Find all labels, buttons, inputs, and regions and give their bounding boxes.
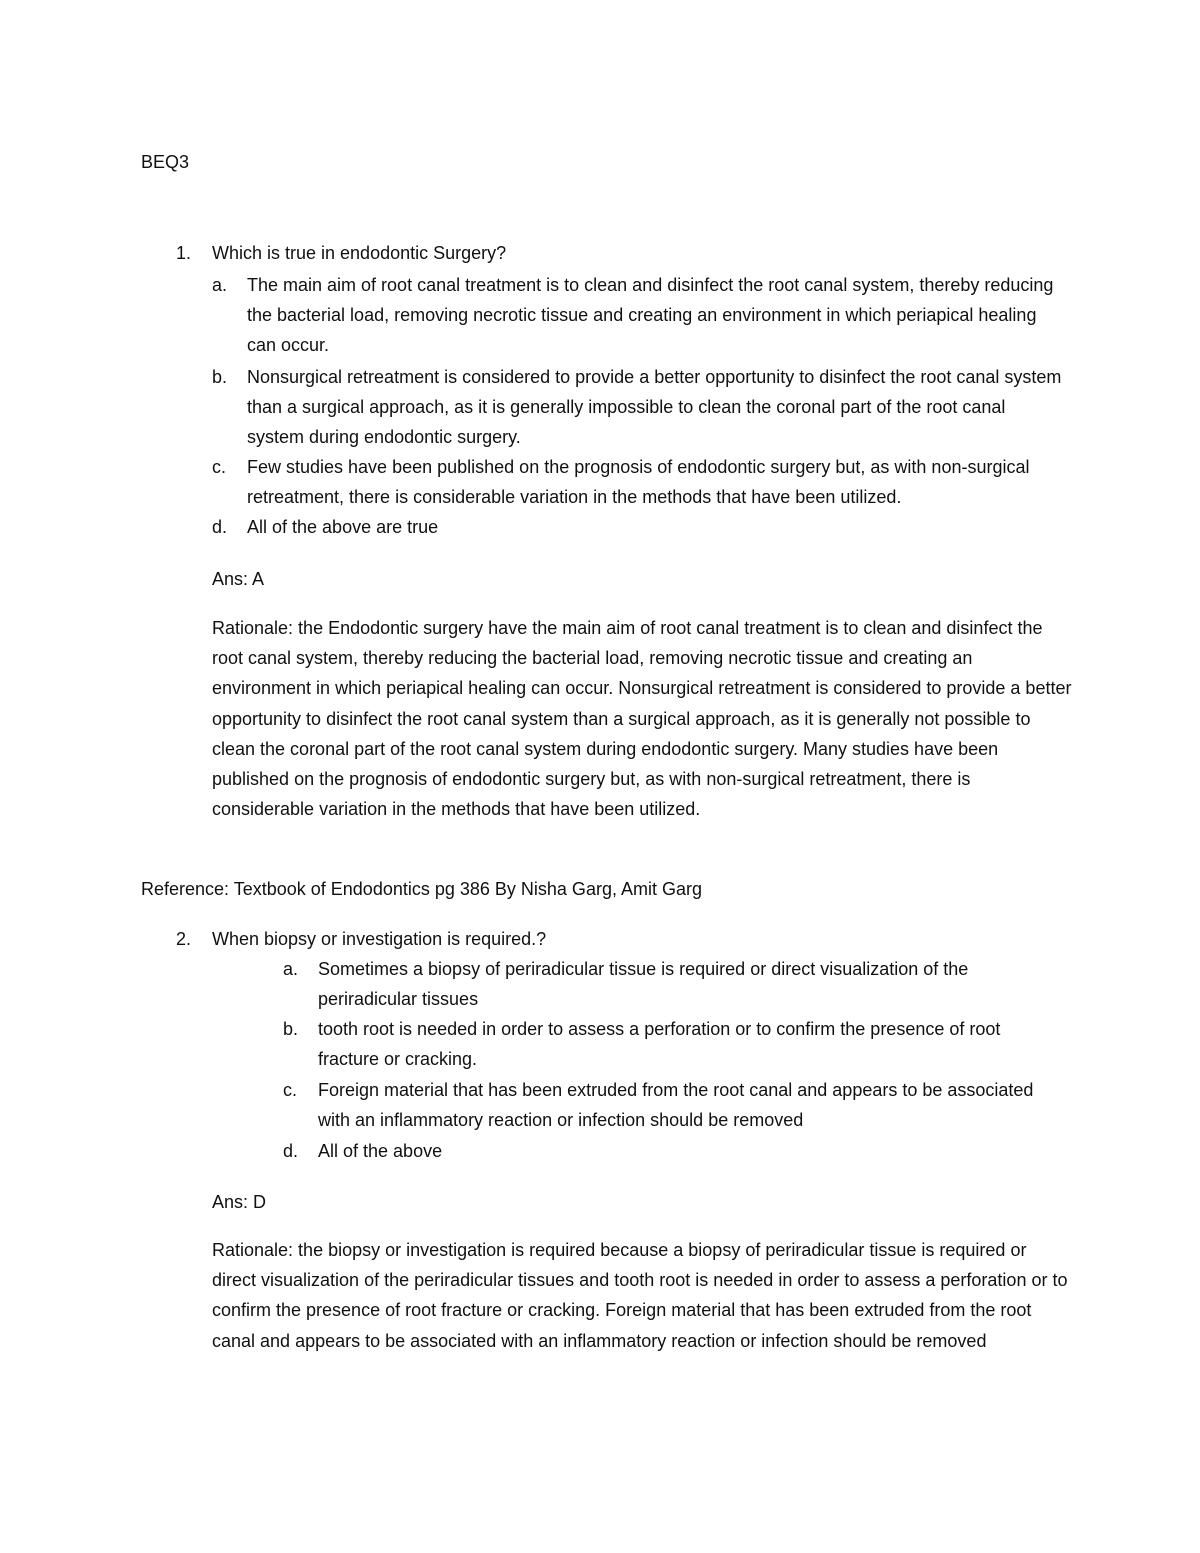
option-text: The main aim of root canal treatment is to clean and disinfect the root canal system, thereby reducing the bacterial load, removing necrotic tissue and creating an environment in which periapical healing can occur.	[247, 275, 1054, 356]
question-2	[176, 924, 546, 954]
option-text: Nonsurgical retreatment is considered to provide a better opportunity to disinfect the root canal system than a surgical approach, as it is generally impossible to clean the coronal part of the root canal system during endodontic surgery.	[247, 367, 1062, 448]
option-letter: c.	[283, 1080, 298, 1100]
option-text: tooth root is needed in order to assess a perforation or to confirm the presence of root fracture or cracking.	[318, 1019, 1001, 1070]
option-letter: b.	[212, 367, 228, 387]
question-1-rationale: Rationale: the Endodontic surgery have the main aim of root canal treatment is to clean and disinfect the root canal system, thereby reducing the bacterial load, removing necrotic tissue and creating an environment in which periapical healing can occur. Nonsurgical retreatment is considered to provide a better opportunity to disinfect the root canal system than a surgical approach, as it is generally not possible to clean the coronal part of the root canal system during endodontic surgery. Many studies have been published on the prognosis of endodontic surgery but, as with non-surgical retreatment, there is considerable variation in the methods that have been utilized.	[212, 618, 1072, 820]
option-letter: a.	[283, 959, 299, 979]
option-text: All of the above are true	[247, 517, 439, 537]
question-2-option-a	[283, 954, 1063, 1016]
option-text: Sometimes a biopsy of periradicular tissue is required or direct visualization of the periradicular tissues	[318, 959, 969, 1010]
option-text: Foreign material that has been extruded from the root canal and appears to be associated with an inflammatory reaction or infection should be removed	[318, 1080, 1034, 1131]
document-title: BEQ3	[141, 152, 190, 172]
question-1-option-c	[212, 452, 1072, 514]
option-letter: d.	[283, 1141, 299, 1161]
question-1-option-d	[212, 512, 1072, 542]
question-2-rationale: Rationale: the biopsy or investigation is required because a biopsy of periradicular tissue is required or direct visualization of the periradicular tissues and tooth root is needed in order to assess a perforation or to confirm the presence of root fracture or cracking. Foreign material that has been extruded from the root canal and appears to be associated with an inflammatory reaction or infection should be removed	[212, 1240, 1068, 1351]
reference: Reference: Textbook of Endodontics pg 386 By Nisha Garg, Amit Garg	[141, 879, 702, 899]
question-2-answer: Ans: D	[212, 1192, 267, 1212]
option-letter: d.	[212, 517, 228, 537]
option-letter: b.	[283, 1019, 299, 1039]
option-letter: c.	[212, 457, 227, 477]
option-letter: a.	[212, 275, 228, 295]
option-text: Few studies have been published on the prognosis of endodontic surgery but, as with non-surgical retreatment, there is considerable variation in the methods that have been utilized.	[247, 457, 1030, 508]
question-1-text: Which is true in endodontic Surgery?	[212, 243, 507, 263]
option-text: All of the above	[318, 1141, 443, 1161]
question-2-text: When biopsy or investigation is required.?	[212, 929, 547, 949]
question-2-number: 2.	[176, 929, 192, 949]
question-2-option-b	[283, 1014, 1063, 1076]
question-1-option-a	[212, 270, 1072, 362]
question-1-number: 1.	[176, 243, 192, 263]
question-2-option-c	[283, 1075, 1063, 1137]
question-2-option-d	[283, 1136, 1063, 1166]
question-1-answer: Ans: A	[212, 569, 265, 589]
question-1-option-b	[212, 362, 1072, 454]
question-1	[176, 238, 506, 268]
